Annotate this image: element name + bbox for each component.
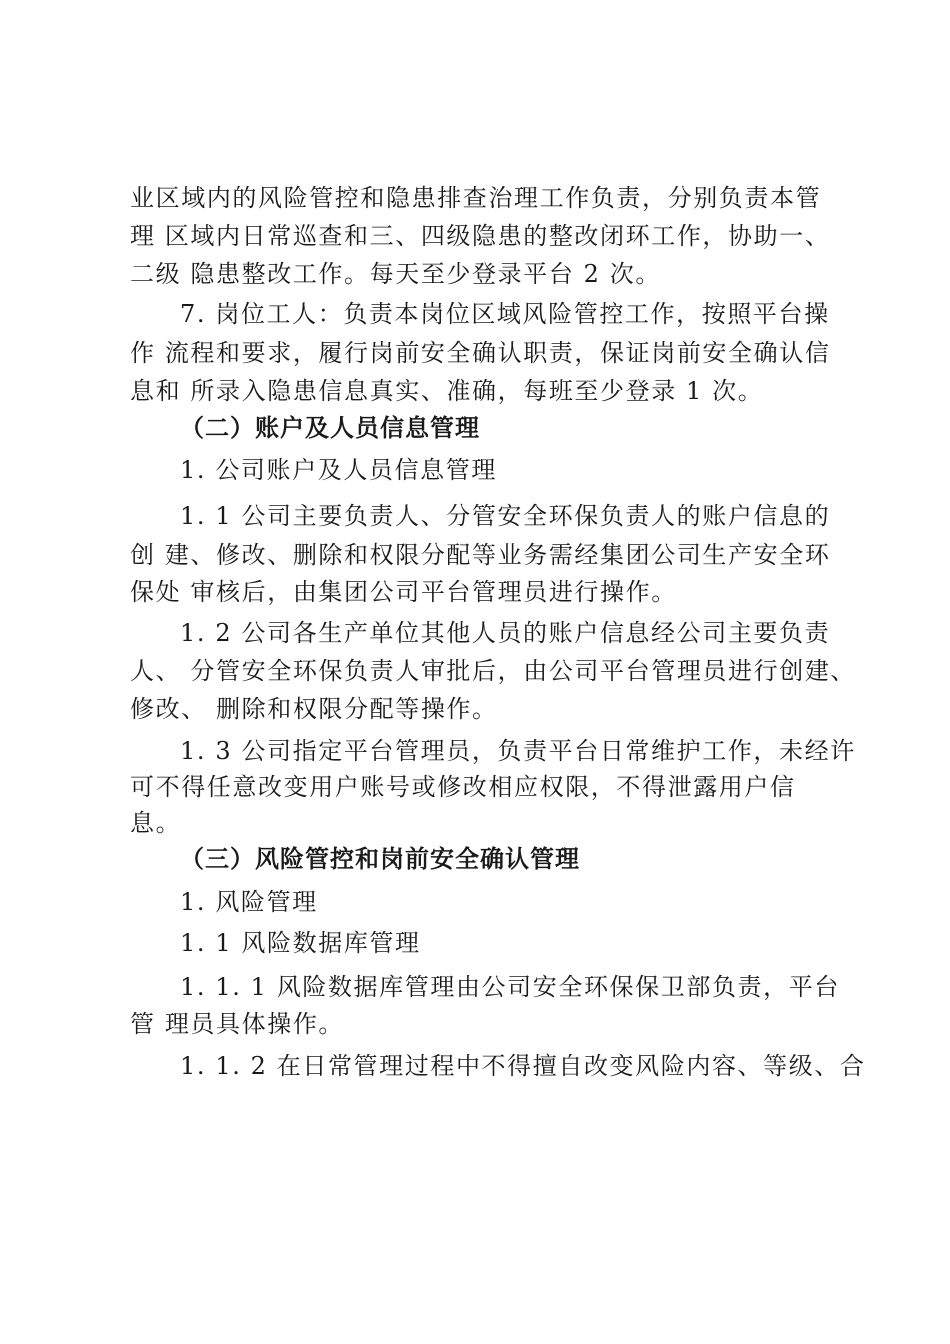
item-7-line-1: 7. 岗位工人：负责本岗位区域风险管控工作，按照平台操 — [180, 300, 830, 328]
body-line-1: 业区域内的风险管控和隐患排查治理工作负责，分别负责本管 — [130, 184, 822, 212]
item-1-1-line-2: 创 建、修改、删除和权限分配等业务需经集团公司生产安全环 — [130, 541, 831, 569]
item-1-3-line-1: 1. 3 公司指定平台管理员，负责平台日常维护工作，未经许 — [180, 737, 856, 765]
subsection-heading-1: 1. 公司账户及人员信息管理 — [180, 456, 497, 484]
item-1-2-line-1: 1. 2 公司各生产单位其他人员的账户信息经公司主要负责 — [180, 619, 831, 647]
item-1-1-line-1: 1. 1 公司主要负责人、分管安全环保负责人的账户信息的 — [180, 502, 831, 530]
item-1-1-line-3: 保处 审核后，由集团公司平台管理员进行操作。 — [130, 578, 677, 606]
body-line-2: 理 区域内日常巡查和三、四级隐患的整改闭环工作，协助一、 — [130, 222, 831, 250]
subsection-heading-risk-db: 1. 1 风险数据库管理 — [180, 929, 421, 957]
item-1-3-line-2: 可不得任意改变用户账号或修改相应权限，不得泄露用户信 — [130, 773, 796, 801]
item-1-3-line-3: 息。 — [130, 809, 182, 837]
body-line-3: 二级 隐患整改工作。每天至少登录平台 2 次。 — [130, 260, 661, 288]
subsection-heading-risk: 1. 风险管理 — [180, 888, 318, 916]
item-1-2-line-2: 人、 分管安全环保负责人审批后，由公司平台管理员进行创建、 — [130, 657, 857, 685]
item-1-1-2-line-1: 1. 1. 2 在日常管理过程中不得擅自改变风险内容、等级、合 — [180, 1052, 866, 1080]
item-1-1-1-line-1: 1. 1. 1 风险数据库管理由公司安全环保保卫部负责，平台 — [180, 973, 840, 1001]
section-heading-3: （三）风险管控和岗前安全确认管理 — [180, 845, 580, 873]
item-1-2-line-3: 修改、 删除和权限分配等操作。 — [130, 695, 498, 723]
item-7-line-3: 息和 所录入隐患信息真实、准确，每班至少登录 1 次。 — [130, 377, 764, 405]
item-7-line-2: 作 流程和要求，履行岗前安全确认职责，保证岗前安全确认信 — [130, 339, 831, 367]
item-1-1-1-line-2: 管 理员具体操作。 — [130, 1010, 345, 1038]
section-heading-2: （二）账户及人员信息管理 — [180, 414, 480, 442]
